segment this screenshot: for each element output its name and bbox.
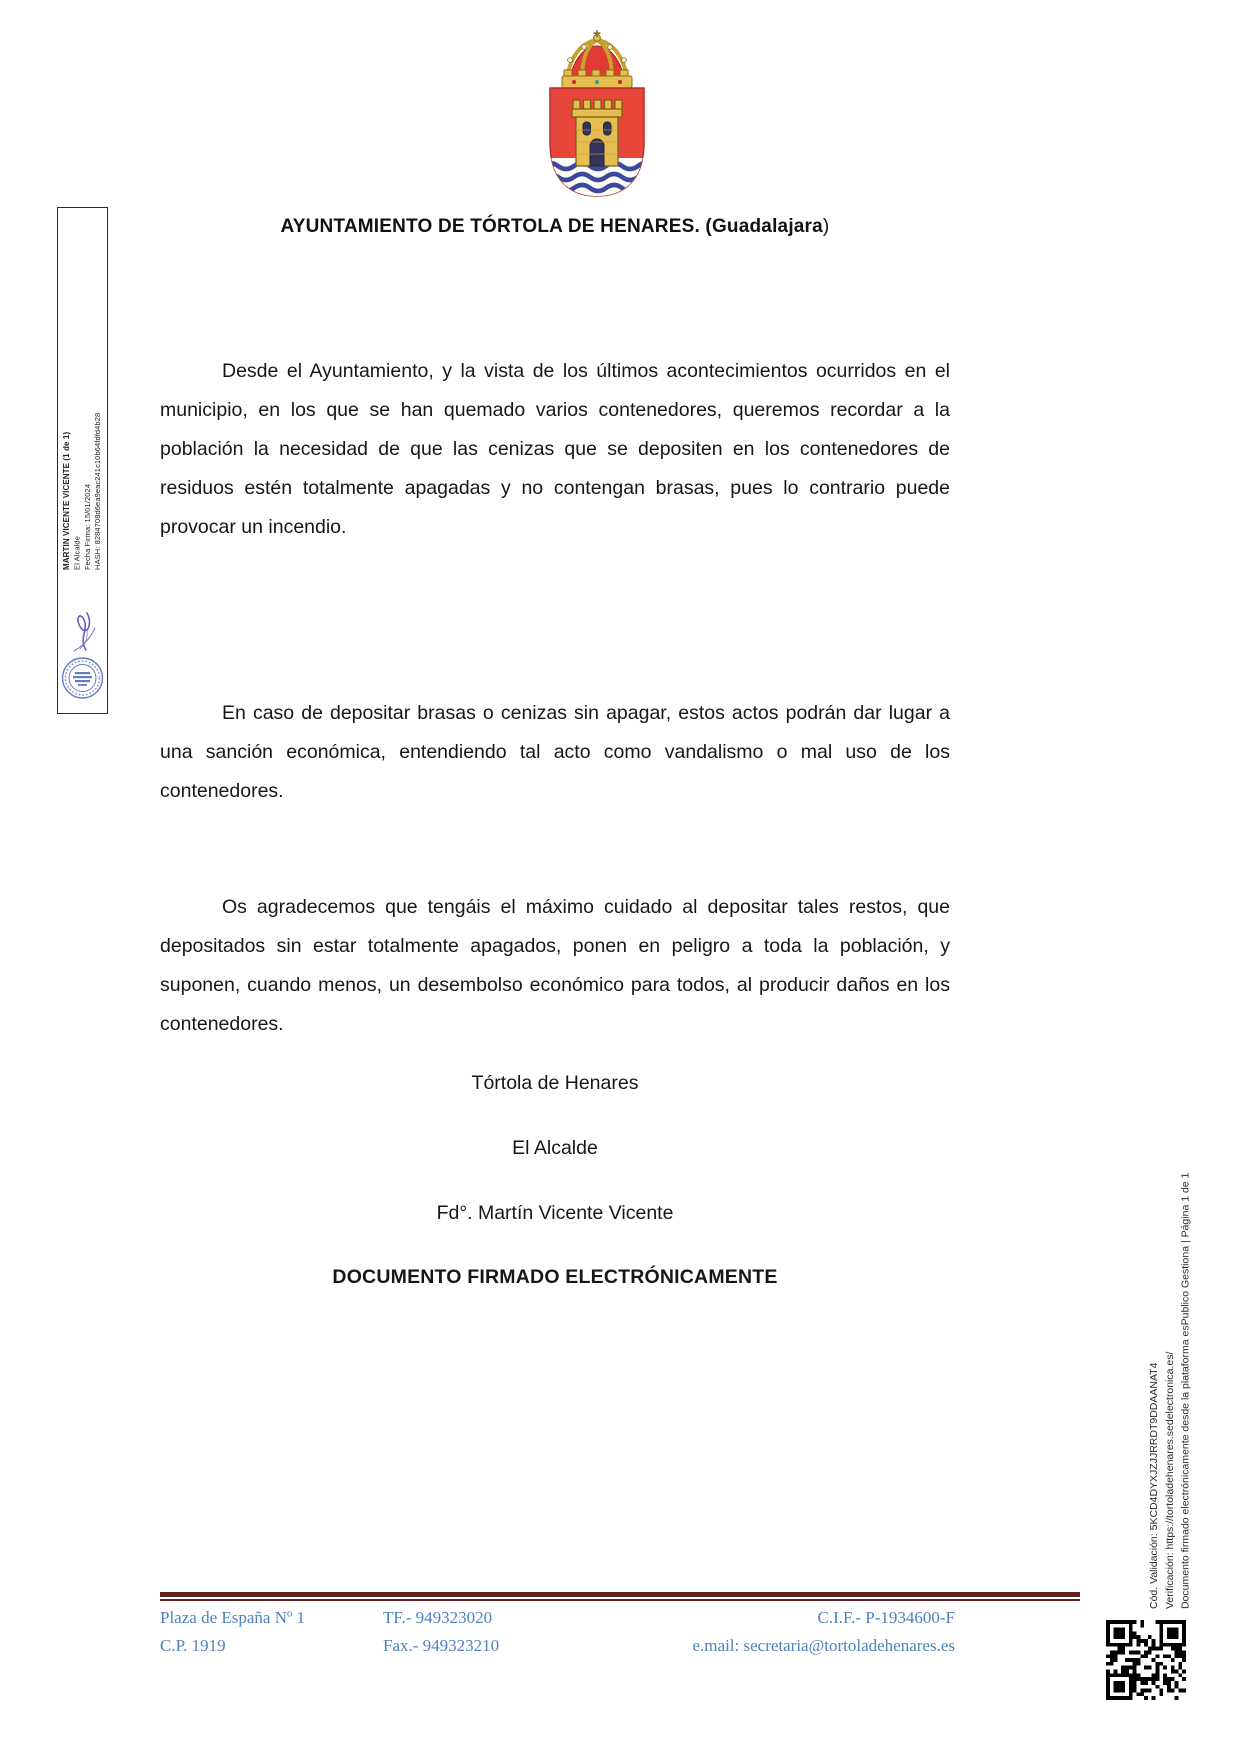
signature-hash: HASH: 8284708d6ea9eac241c10b64fdfd4b28: [92, 412, 102, 570]
validation-url-line: Verificación: https://tortoladehenares.sedelectronica.es/: [1163, 1351, 1176, 1609]
validation-code-line: Cód. Validación: 5KCD4DYXJZJJRRDT9DDAANAT4: [1148, 1362, 1160, 1609]
footer-fax: Fax.- 949323210: [383, 1636, 500, 1655]
footer-address-line2: C.P. 1919: [160, 1636, 226, 1655]
footer-address-line1: Plaza de España Nº 1: [160, 1608, 305, 1627]
validation-platform-line: Documento firmado electrónicamente desde la plataforma esPublico Gestiona | Página 1 de 1: [1179, 1172, 1192, 1609]
signer-role: El Alcalde: [72, 536, 82, 570]
notary-stamp-icon: [60, 654, 105, 702]
closing-role: El Alcalde: [512, 1137, 598, 1159]
closing-signer: Fd°. Martín Vicente Vicente: [436, 1202, 674, 1224]
body-paragraph: Os agradecemos que tengáis el máximo cuidado al depositar tales restos, que depositados sin estar totalmente apagados, ponen en peligro a toda la población, y suponen, cuando menos, un desembolso económico para todos, al producir daños en los contenedores.: [160, 896, 950, 1035]
signer-name: MARTIN VICENTE VICENTE (1 de 1): [62, 431, 71, 570]
body-paragraph: En caso de depositar brasas o cenizas sin apagar, estos actos podrán dar lugar a una sanción económica, entendiendo tal acto como vandalismo o mal uso de los contenedores.: [160, 702, 950, 802]
signature-stamp-text: [62, 358, 103, 570]
footer-rule: [160, 1592, 1080, 1601]
signature-scribble-icon: [66, 606, 100, 654]
signature-stamp-box: [57, 207, 108, 714]
body-paragraph: Desde el Ayuntamiento, y la vista de los últimos acontecimientos ocurridos en el municipio, en los que se han quemado varios contenedores, queremos recordar a la población la necesidad de que las cenizas que se depositen en los contenedores de residuos estén totalmente apagadas y no contengan brasas, pues lo contrario puede provocar un incendio.: [160, 360, 950, 538]
document-title: AYUNTAMIENTO DE TÓRTOLA DE HENARES. (Guadalajara): [280, 216, 830, 237]
footer-cif: C.I.F.- P-1934600-F: [817, 1608, 955, 1627]
signature-date: Fecha Firma: 15/01/2024: [82, 483, 92, 570]
closing-place: Tórtola de Henares: [471, 1072, 639, 1094]
validation-sidebar: [1147, 1142, 1194, 1609]
footer-phone: TF.- 949323020: [383, 1608, 493, 1627]
signed-electronically-notice: DOCUMENTO FIRMADO ELECTRÓNICAMENTE: [332, 1266, 778, 1288]
footer-email: e.mail: secretaria@tortoladehenares.es: [692, 1636, 955, 1655]
qr-code: [1106, 1620, 1186, 1700]
municipal-crest-icon: [536, 30, 658, 200]
